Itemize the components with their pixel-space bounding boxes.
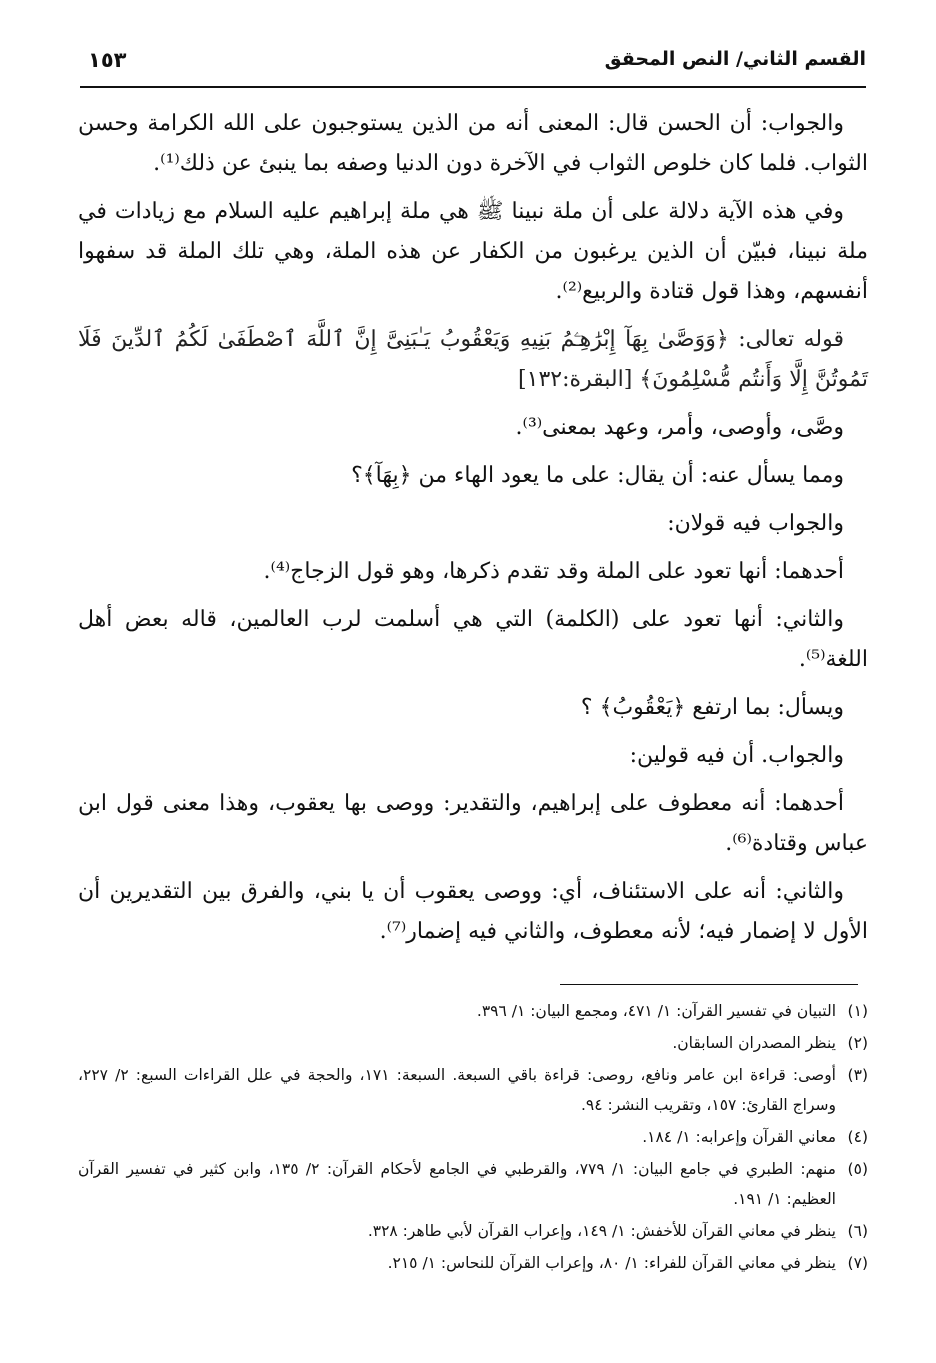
paragraph: والجواب. أن فيه قولين: [629, 743, 844, 768]
footnote [78, 1028, 868, 1058]
paragraph: أحدهما: أنه معطوف على إبراهيم، والتقدير: ووصى بها يعقوب، وهذا معنى قول ابن عباس وقتادة⁽⁶⁾. [78, 791, 868, 856]
footnote-number: (٧) [847, 1254, 868, 1272]
paragraph: ومما يسأل عنه: أن يقال: على ما يعود الهاء من ﴿بِهَآ﴾؟ [351, 463, 844, 488]
footnote [78, 996, 868, 1026]
footnote-text: أوصى: قراءة ابن عامر ونافع، روصى: قراءة باقي السبعة. السبعة: ١٧١، والحجة في علل القراءات السبع: ٢/ ٢٢٧، وسراج القارئ: ١٥٧، وتقريب النشر: ٩٤. [78, 1066, 836, 1114]
footnote-text: ينظر المصدران السابقان. [672, 1034, 836, 1052]
footnote-number: (١) [847, 1002, 868, 1020]
footnote-number: (٦) [847, 1222, 868, 1240]
footnote-number: (٢) [847, 1034, 868, 1052]
footnote-number: (٣) [847, 1066, 868, 1084]
paragraph: وصَّى، وأوصى، وأمر، وعهد بمعنى⁽³⁾. [515, 415, 844, 440]
quran-verse-paragraph: قوله تعالى: ﴿وَوَصَّىٰ بِهَآ إِبْرَٰهِـۧمُ بَنِيهِ وَيَعْقُوبُ يَـٰبَنِىَّ إِنَّ ٱللَّهَ ٱصْطَفَىٰ لَكُمُ ٱلدِّينَ فَلَا تَمُوتُنَّ إِلَّا وَأَنتُم مُّسْلِمُونَ﴾ [البقرة:١٣٢] [78, 327, 868, 392]
footnote [78, 1060, 868, 1120]
footnote [78, 1122, 868, 1152]
footnote-text: التبيان في تفسير القرآن: ١/ ٤٧١، ومجمع البيان: ١/ ٣٩٦. [476, 1002, 836, 1020]
footnote [78, 1154, 868, 1214]
page-number: ١٥٣ [88, 48, 127, 72]
footnote-number: (٤) [847, 1128, 868, 1146]
paragraph: والثاني: أنه على الاستئناف، أي: ووصى يعقوب أن يا بني، والفرق بين التقديرين أن الأول لا إضمار فيه؛ لأنه معطوف، والثاني فيه إضمار⁽⁷⁾. [78, 879, 868, 944]
page-header [80, 42, 866, 88]
footnotes [78, 996, 868, 1280]
footnote-text: منهم: الطبري في جامع البيان: ١/ ٧٧٩، والقرطبي في الجامع لأحكام القرآن: ٢/ ١٣٥، وابن كثير في تفسير القرآن العظيم: ١/ ١٩١. [78, 1160, 836, 1208]
main-text [78, 104, 868, 960]
paragraph: ويسأل: بما ارتفع ﴿يَعْقُوبُ﴾ ؟ [580, 695, 844, 720]
footnote-text: معاني القرآن وإعرابه: ١/ ١٨٤. [642, 1128, 836, 1146]
paragraph: وفي هذه الآية دلالة على أن ملة نبينا ﷺ هي ملة إبراهيم عليه السلام مع زيادات في ملة نبينا، فبيّن أن الذين يرغبون من الكفار عن هذه الملة، وهي تلك الملة قد سفهوا أنفسهم، وهذا قول قتادة والربيع⁽²⁾. [78, 199, 868, 304]
running-title: القسم الثاني/ النص المحقق [604, 48, 866, 70]
footnote-text: ينظر في معاني القرآن للفراء: ١/ ٨٠، وإعراب القرآن للنحاس: ١/ ٢١٥. [387, 1254, 836, 1272]
footnote [78, 1216, 868, 1246]
paragraph: والجواب فيه قولان: [667, 511, 844, 536]
paragraph: والثاني: أنها تعود على (الكلمة) التي هي أسلمت لرب العالمين، قاله بعض أهل اللغة⁽⁵⁾. [78, 607, 868, 672]
footnote [78, 1248, 868, 1278]
footnote-number: (٥) [847, 1160, 868, 1178]
footnote-text: ينظر في معاني القرآن للأخفش: ١/ ١٤٩، وإعراب القرآن لأبي طاهر: ٣٢٨. [367, 1222, 836, 1240]
paragraph: أحدهما: أنها تعود على الملة وقد تقدم ذكرها، وهو قول الزجاج⁽⁴⁾. [263, 559, 844, 584]
footnote-divider [560, 984, 858, 985]
paragraph: والجواب: أن الحسن قال: المعنى أنه من الذين يستوجبون على الله الكرامة وحسن الثواب. فلما كان خلوص الثواب في الآخرة دون الدنيا وصفه بما ينبئ عن ذلك⁽¹⁾. [78, 111, 868, 176]
